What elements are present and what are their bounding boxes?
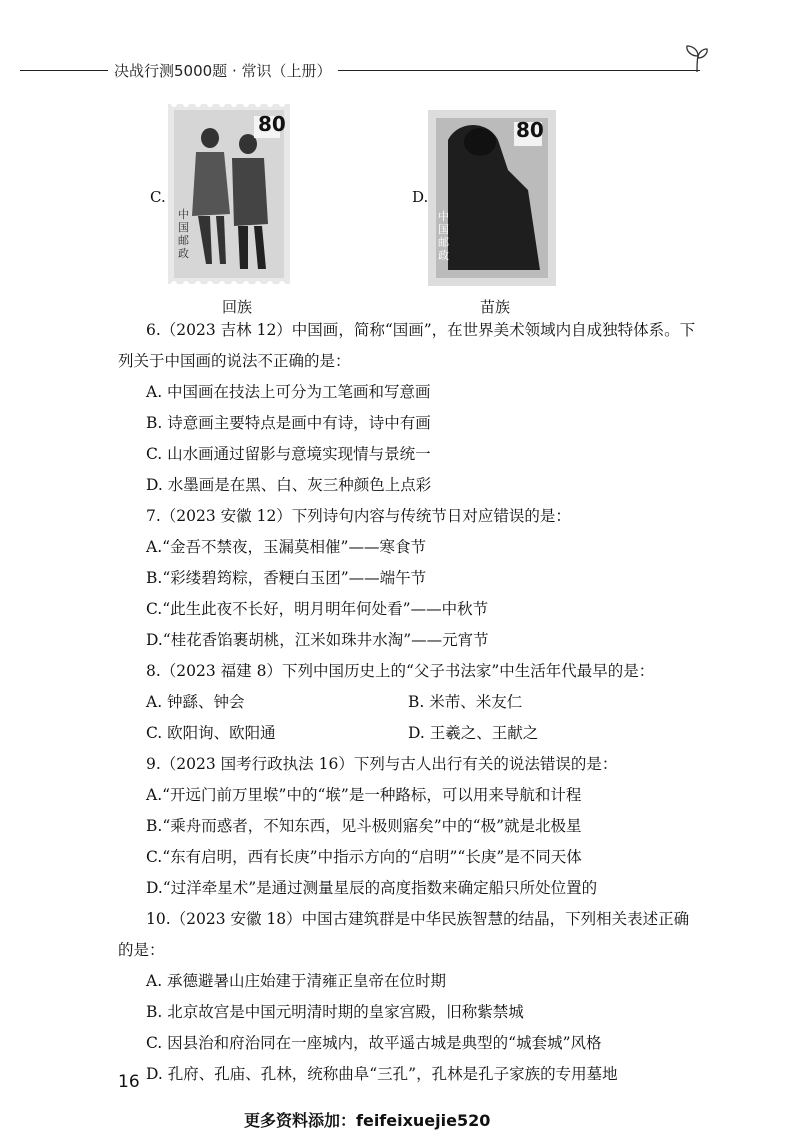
header-rule-right xyxy=(338,70,700,71)
caption-hui: 回族 xyxy=(222,298,253,316)
sprout-icon xyxy=(684,44,710,74)
q9-option-c: C.“东有启明，西有长庚”中指示方向的“启明”“长庚”是不同天体 xyxy=(146,848,582,866)
option-label-d: D. xyxy=(412,188,429,206)
q7-option-d: D.“桂花香馅裹胡桃，江米如珠井水淘”——元宵节 xyxy=(146,631,489,649)
q7-stem: 7.（2023 安徽 12）下列诗句内容与传统节日对应错误的是： xyxy=(146,507,571,525)
q7-option-b: B.“彩缕碧筠粽，香粳白玉团”——端午节 xyxy=(146,569,427,587)
q8-option-c: C. 欧阳询、欧阳通 xyxy=(146,724,276,742)
stamp-d-country: 中国邮政 xyxy=(438,210,449,262)
q6-stem: 6.（2023 吉林 12）中国画，简称“国画”，在世界美术领域内自成独特体系。下 xyxy=(146,321,696,339)
stamp-c-country: 中国邮政 xyxy=(178,208,189,260)
q9-stem: 9.（2023 国考行政执法 16）下列与古人出行有关的说法错误的是： xyxy=(146,755,618,773)
q7-option-c: C.“此生此夜不长好，明月明年何处看”——中秋节 xyxy=(146,600,489,618)
q10-stem-cont: 的是： xyxy=(118,941,165,959)
q9-option-b: B.“乘舟而惑者，不知东西，见斗极则寤矣”中的“极”就是北极星 xyxy=(146,817,582,835)
q10-option-c: C. 因县治和府治同在一座城内，故平遥古城是典型的“城套城”风格 xyxy=(146,1034,602,1052)
q8-options-row-1 xyxy=(118,692,718,723)
q8-option-a: A. 钟繇、钟会 xyxy=(146,693,245,711)
header-title: 决战行测5000题 · 常识（上册） xyxy=(114,62,332,80)
q8-option-d: D. 王羲之、王献之 xyxy=(408,724,539,742)
caption-miao: 苗族 xyxy=(480,298,511,316)
q6-option-c: C. 山水画通过留影与意境实现情与景统一 xyxy=(146,445,431,463)
q6-stem-cont: 列关于中国画的说法不正确的是： xyxy=(118,352,351,370)
q6-option-b: B. 诗意画主要特点是画中有诗，诗中有画 xyxy=(146,414,431,432)
footer-contact: 更多资料添加：feifeixuejie520 xyxy=(244,1111,491,1130)
q6-option-a: A. 中国画在技法上可分为工笔画和写意画 xyxy=(146,383,431,401)
question-list xyxy=(118,320,718,1095)
running-header xyxy=(20,58,720,82)
q8-options-row-2 xyxy=(118,723,718,754)
q10-stem: 10.（2023 安徽 18）中国古建筑群是中华民族智慧的结晶，下列相关表述正确 xyxy=(146,910,690,928)
option-label-c: C. xyxy=(150,188,166,206)
q8-option-b: B. 米芾、米友仁 xyxy=(408,693,523,711)
q6-option-d: D. 水墨画是在黑、白、灰三种颜色上点彩 xyxy=(146,476,432,494)
stamp-c-denomination: 80 xyxy=(258,112,286,136)
q10-option-b: B. 北京故宫是中国元明清时期的皇家宫殿，旧称紫禁城 xyxy=(146,1003,524,1021)
q10-option-d: D. 孔府、孔庙、孔林，统称曲阜“三孔”，孔林是孔子家族的专用墓地 xyxy=(146,1065,618,1083)
q9-option-a: A.“开远门前万里堠”中的“堠”是一种路标，可以用来导航和计程 xyxy=(146,786,582,804)
q7-option-a: A.“金吾不禁夜，玉漏莫相催”——寒食节 xyxy=(146,538,426,556)
header-rule-left xyxy=(20,70,108,71)
q9-option-d: D.“过洋牵星术”是通过测量星辰的高度指数来确定船只所处位置的 xyxy=(146,879,598,897)
stamp-d-denomination: 80 xyxy=(516,118,544,142)
q8-stem: 8.（2023 福建 8）下列中国历史上的“父子书法家”中生活年代最早的是： xyxy=(146,662,655,680)
page-number: 16 xyxy=(118,1072,140,1092)
q10-option-a: A. 承德避暑山庄始建于清雍正皇帝在位时期 xyxy=(146,972,447,990)
